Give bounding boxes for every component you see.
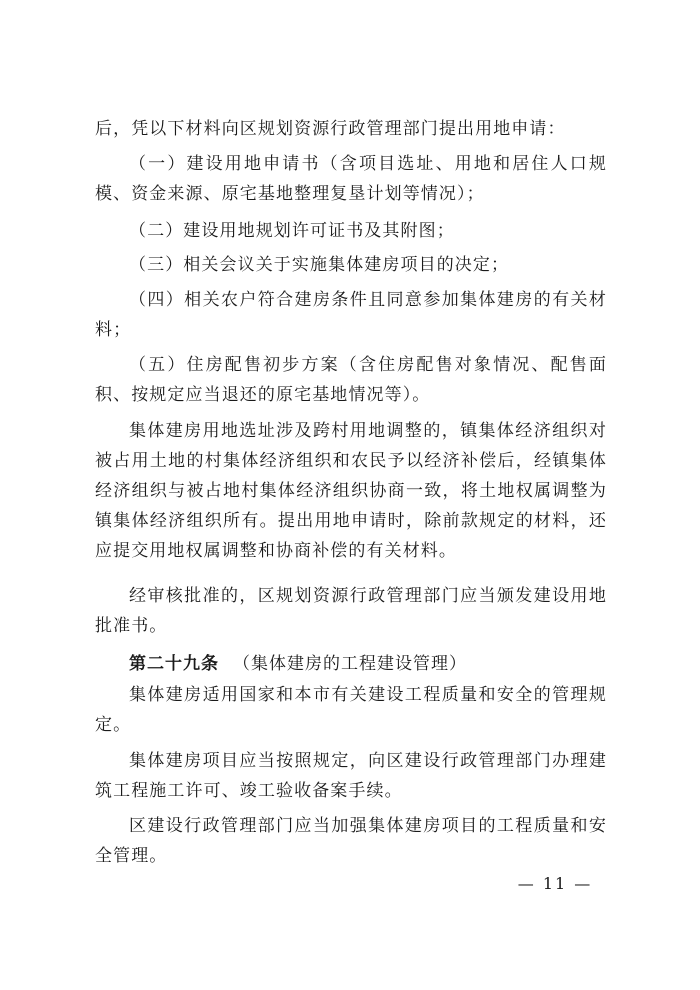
- paragraph-intro: 后，凭以下材料向区规划资源行政管理部门提出用地申请：: [95, 119, 566, 139]
- list-item-2: （二）建设用地规划许可证书及其附图；: [129, 221, 455, 241]
- article-paragraph-3: 区建设行政管理部门应当加强集体建房项目的工程质量和安全管理。: [95, 816, 607, 866]
- article-paragraph-1: 集体建房适用国家和本市有关建设工程质量和安全的管理规定。: [95, 685, 607, 735]
- list-item-4: （四）相关农户符合建房条件且同意参加集体建房的有关材料；: [95, 290, 607, 340]
- article-paragraph-2: 集体建房项目应当按照规定，向区建设行政管理部门办理建筑工程施工许可、竣工验收备案手续。: [95, 751, 607, 801]
- page-number: — 11 —: [517, 874, 593, 893]
- list-item-5: （五）住房配售初步方案（含住房配售对象情况、配售面积、按规定应当退还的原宅基地情况等）。: [95, 355, 607, 405]
- article-number: 第二十九条: [129, 654, 219, 674]
- paragraph-land-adjustment: 集体建房用地选址涉及跨村用地调整的，镇集体经济组织对被占用土地的村集体经济组织和农民予以经济补偿后，经镇集体经济组织与被占地村集体经济组织协商一致，将土地权属调整为镇集体经济组织所有。提出用地申请时，除前款规定的材料，还应提交用地权属调整和协商补偿的有关材料。: [95, 421, 607, 561]
- paragraph-approval: 经审核批准的，区规划资源行政管理部门应当颁发建设用地批准书。: [95, 586, 607, 636]
- article-title: （集体建房的工程建设管理）: [233, 654, 467, 674]
- list-item-3: （三）相关会议关于实施集体建房项目的决定；: [129, 255, 510, 275]
- article-heading: [129, 649, 467, 679]
- list-item-1: （一）建设用地申请书（含项目选址、用地和居住人口规模、资金来源、原宅基地整理复垦计划等情况）；: [95, 154, 607, 204]
